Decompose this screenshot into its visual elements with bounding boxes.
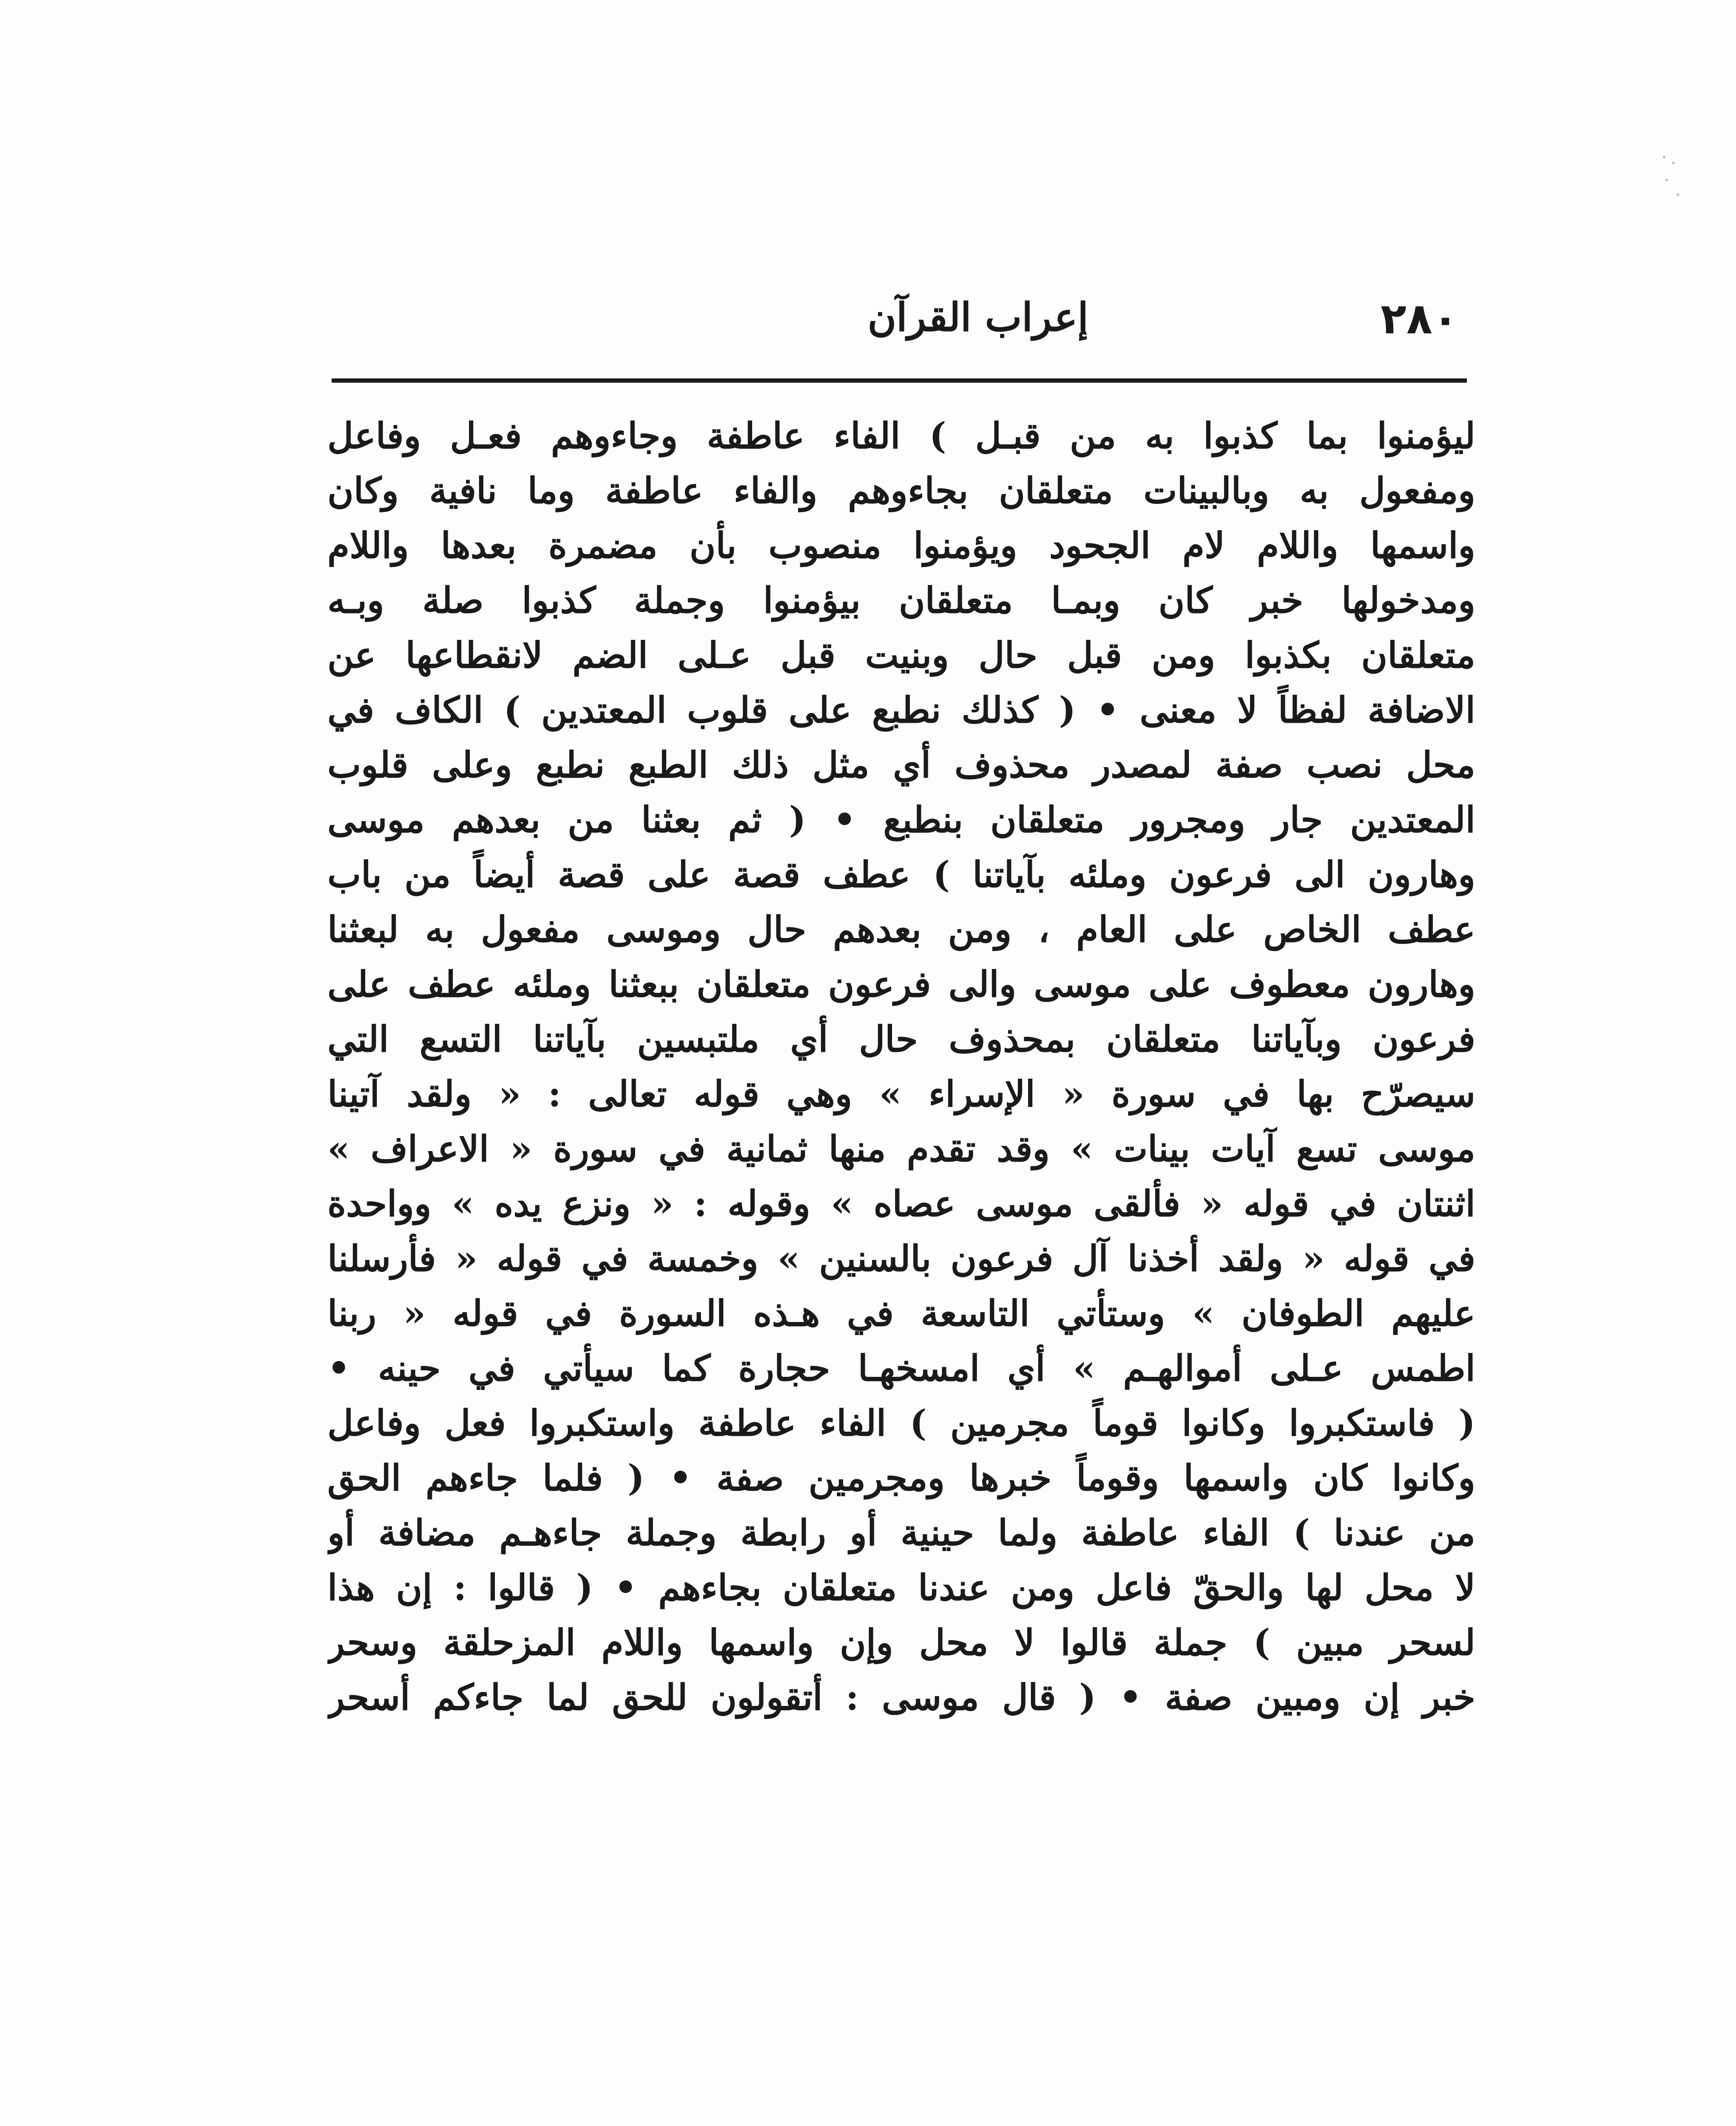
scan-speckles [1659,153,1685,204]
body-text [327,408,1475,1725]
text-line: اطمس عـلى أموالهـم » أي امسخهـا حجارة كما سيأتي في حينه • [327,1347,1475,1389]
text-line: عطف الخاص على العام ، ومن بعدهم حال وموسى مفعول به لبعثنا [327,908,1475,950]
text-line: سيصرّح بها في سورة « الإسراء » وهي قوله تعالى : « ولقد آتينا [327,1073,1475,1115]
text-line: فرعون وبآياتنا متعلقان بمحذوف حال أي ملتبسين بآياتنا التسع التي [327,1018,1475,1060]
text-line: خبر إن ومبين صفة • ( قال موسى : أتقولون للحق لما جاءكم أسحر [327,1676,1475,1718]
text-line: وهارون الى فرعون وملئه بآياتنا ) عطف قصة على قصة أيضاً من باب [327,853,1475,895]
page-header [332,289,1467,366]
text-line: متعلقان بكذبوا ومن قبل حال وبنيت قبل عـلى الضم لانقطاعها عن [327,634,1475,676]
text-line: ومفعول به وبالبينات متعلقان بجاءوهم والفاء عاطفة وما نافية وكان [327,469,1475,512]
text-line: اثنتان في قوله « فألقى موسى عصاه » وقوله : « ونزع يده » وواحدة [327,1182,1475,1225]
text-line: واسمها واللام لام الجحود ويؤمنوا منصوب بأن مضمرة بعدها واللام [327,524,1475,566]
text-line: محل نصب صفة لمصدر محذوف أي مثل ذلك الطبع نطبع وعلى قلوب [327,744,1475,786]
text-line: ومدخولها خبر كان وبمـا متعلقان بيؤمنوا وجملة كذبوا صلة وبـه [327,579,1475,621]
text-line: من عندنا ) الفاء عاطفة ولما حينية أو رابطة وجملة جاءهـم مضافة أو [327,1512,1475,1554]
text-line: الاضافة لفظاً لا معنى • ( كذلك نطبع على قلوب المعتدين ) الكاف في [327,689,1475,731]
text-line: لسحر مبين ) جملة قالوا لا محل وإن واسمها واللام المزحلقة وسحر [327,1621,1475,1663]
text-line: لا محل لها والحقّ فاعل ومن عندنا متعلقان بجاءهم • ( قالوا : إن هذا [327,1566,1475,1609]
running-title: إعراب القرآن [867,294,1088,340]
text-line: موسى تسع آيات بينات » وقد تقدم منها ثمانية في سورة « الاعراف » [327,1128,1475,1170]
text-line: وكانوا كان واسمها وقوماً خبرها ومجرمين صفة • ( فلما جاءهم الحق [327,1457,1475,1499]
page-number: ٢٨٠ [1380,294,1458,344]
text-line: وهارون معطوف على موسى والى فرعون متعلقان ببعثنا وملئه عطف على [327,963,1475,1005]
text-line: المعتدين جار ومجرور متعلقان بنطبع • ( ثم بعثنا من بعدهم موسى [327,799,1475,841]
text-line: ( فاستكبروا وكانوا قوماً مجرمين ) الفاء عاطفة واستكبروا فعل وفاعل [327,1402,1475,1444]
header-rule [332,378,1467,383]
text-line: ليؤمنوا بما كذبوا به من قبـل ) الفاء عاطفة وجاءوهم فعـل وفاعل [327,415,1475,457]
text-line: في قوله « ولقد أخذنا آل فرعون بالسنين » وخمسة في قوله « فأرسلنا [327,1237,1475,1279]
text-line: عليهم الطوفان » وستأتي التاسعة في هـذه السورة في قوله « ربنا [327,1292,1475,1334]
